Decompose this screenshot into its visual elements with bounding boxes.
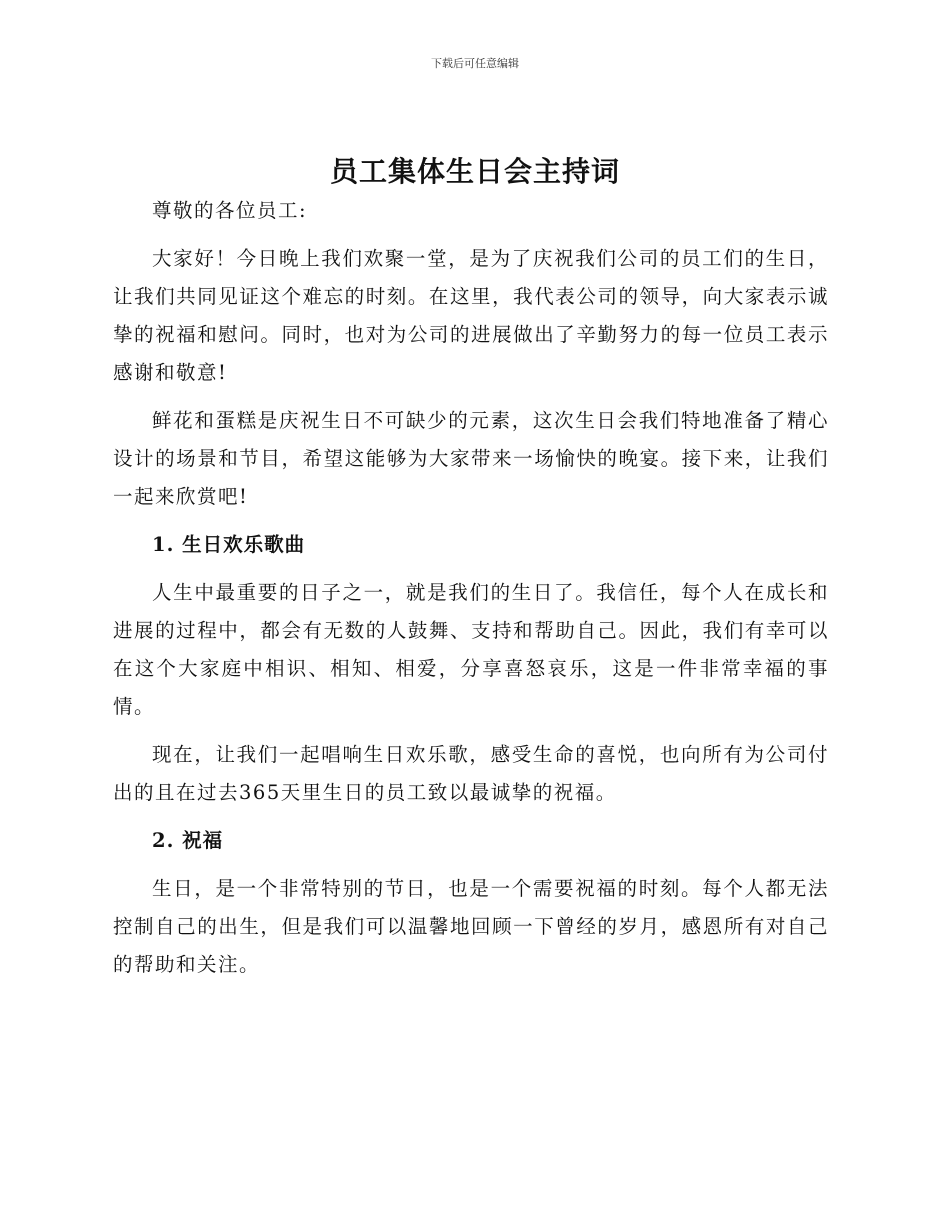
paragraph-greeting: 大家好！今日晚上我们欢聚一堂，是为了庆祝我们公司的员工们的生日，让我们共同见证这个难忘的时刻。在这里，我代表公司的领导，向大家表示诚挚的祝福和慰问。同时，也对为公司的进展做出了辛勤努力的每一位员工表示感谢和敬意! (113, 247, 829, 384)
document-title: 员工集体生日会主持词 (329, 155, 620, 188)
section-heading-blessing: 2. 祝福 (152, 829, 224, 852)
salutation: 尊敬的各位员工: (152, 199, 308, 222)
header-note: 下载后可任意编辑 (431, 57, 519, 70)
paragraph-blessing: 生日，是一个非常特别的节日，也是一个需要祝福的时刻。每个人都无法控制自己的出生，但是我们可以温馨地回顾一下曾经的岁月，感恩所有对自己的帮助和关注。 (113, 877, 829, 976)
paragraph-important-day: 人生中最重要的日子之一，就是我们的生日了。我信任，每个人在成长和进展的过程中，都会有无数的人鼓舞、支持和帮助自己。因此，我们有幸可以在这个大家庭中相识、相知、相爱，分享喜怒哀乐，这是一件非常幸福的事情。 (113, 581, 829, 718)
paragraph-flowers-cake: 鲜花和蛋糕是庆祝生日不可缺少的元素，这次生日会我们特地准备了精心设计的场景和节目，希望这能够为大家带来一场愉快的晚宴。接下来，让我们一起来欣赏吧! (113, 409, 829, 508)
section-heading-birthday-song: 1. 生日欢乐歌曲 (152, 533, 306, 556)
document-body (113, 192, 829, 984)
paragraph-sing-song: 现在，让我们一起唱响生日欢乐歌，感受生命的喜悦，也向所有为公司付出的且在过去365天里生日的员工致以最诚挚的祝福。 (113, 743, 829, 804)
